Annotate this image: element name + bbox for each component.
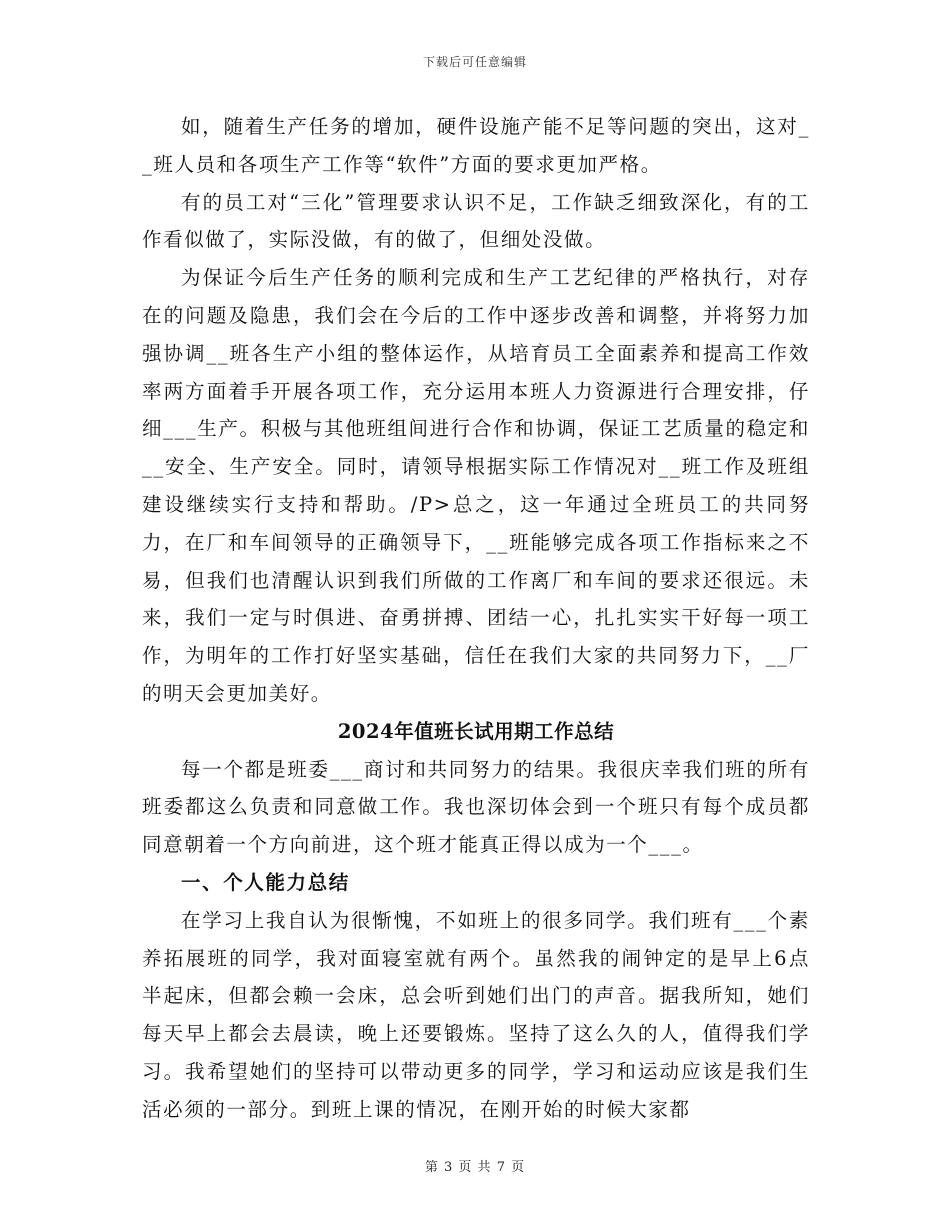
section-subheading: 一、个人能力总结: [181, 870, 350, 894]
body-paragraph-4: 在学习上我自认为很惭愧，不如班上的很多同学。我们班有___个素养拓展班的同学，我对面寝室就有两个。虽然我的闹钟定的是早上6点半起床，但都会赖一会床，总会听到她们出门的声音。据我所知，她们每天早上都会去晨读，晚上还要锻炼。坚持了这么久的人，值得我们学习。我希望她们的坚持可以带动更多的同学，学习和运动应该是我们生活必须的一部分。到班上课的情况，在刚开始的时候大家都: [142, 908, 810, 1121]
body-paragraph-1: 如，随着生产任务的增加，硬件设施产能不足等问题的突出，这对__班人员和各项生产工作等“软件”方面的要求更加严格。: [142, 115, 810, 176]
page-footer: 第 3 页 共 7 页: [424, 1160, 526, 1175]
section-title: 2024年值班长试用期工作总结: [337, 719, 615, 743]
body-paragraph-3: 为保证今后生产任务的顺利完成和生产工艺纪律的严格执行，对存在的问题及隐患，我们会在今后的工作中逐步改善和调整，并将努力加强协调__班各生产小组的整体运作，从培育员工全面素养和提高工作效率两方面着手开展各项工作，充分运用本班人力资源进行合理安排，仔细___生产。积极与其他班组间进行合作和协调，保证工艺质量的稳定和__安全、生产安全。同时，请领导根据实际工作情况对__班工作及班组建设继续实行支持和帮助。/P>总之，这一年通过全班员工的共同努力，在厂和车间领导的正确领导下，__班能够完成各项工作指标来之不易，但我们也清醒认识到我们所做的工作离厂和车间的要求还很远。未来，我们一定与时俱进、奋勇拼搏、团结一心，扎扎实实干好每一项工作，为明年的工作打好坚实基础，信任在我们大家的共同努力下，__厂的明天会更加美好。: [142, 266, 810, 705]
body-paragraph-2: 有的员工对“三化”管理要求认识不足，工作缺乏细致深化，有的工作看似做了，实际没做，有的做了，但细处没做。: [142, 190, 810, 252]
document-body: [142, 108, 810, 1129]
page-header: 下载后可任意编辑: [422, 55, 527, 69]
intro-paragraph: 每一个都是班委___商讨和共同努力的结果。我很庆幸我们班的所有班委都这么负责和同意做工作。我也深切体会到一个班只有每个成员都同意朝着一个方向前进，这个班才能真正得以成为一个___。: [142, 757, 810, 857]
